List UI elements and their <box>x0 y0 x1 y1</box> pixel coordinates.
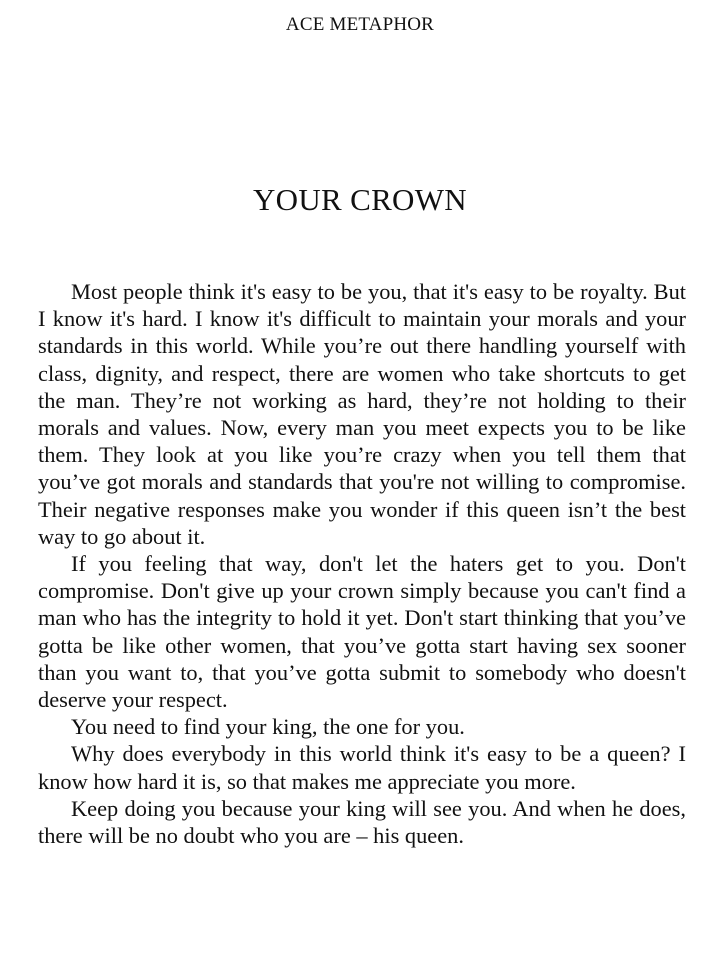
paragraph: If you feeling that way, don't let the haters get to you. Don't compromise. Don't give up your crown simply because you can't find a man who has the integrity to hold it yet. Don't start thinking that you’ve gotta be like other women, that you’ve gotta start having sex sooner than you want to, that you’ve gotta submit to somebody who doesn't deserve your respect. <box>38 551 686 713</box>
chapter-title: YOUR CROWN <box>253 182 467 217</box>
paragraph: Why does everybody in this world think it's easy to be a queen? I know how hard it is, so that makes me appreciate you more. <box>38 741 686 794</box>
chapter-body <box>38 278 686 849</box>
paragraph: Keep doing you because your king will see you. And when he does, there will be no doubt who you are – his queen. <box>38 795 686 849</box>
paragraph: You need to find your king, the one for you. <box>71 714 465 740</box>
running-header: ACE METAPHOR <box>285 14 435 35</box>
paragraph: Most people think it's easy to be you, that it's easy to be royalty. But I know it's hard. I know it's difficult to maintain your morals and your standards in this world. While you’re out there handling yourself with class, dignity, and respect, there are women who take shortcuts to get the man. They’re not working as hard, they’re not holding to their morals and values. Now, every man you meet expects you to be like them. They look at you like you’re crazy when you tell them that you’ve got morals and standards that you're not willing to compromise. Their negative responses make you wonder if this queen isn’t the best way to go about it. <box>38 279 686 549</box>
